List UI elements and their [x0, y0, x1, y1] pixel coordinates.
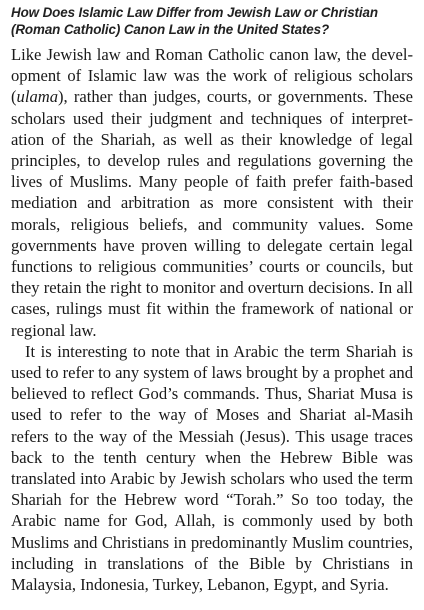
paragraph-1 [11, 44, 413, 341]
ulama-term: ulama [16, 87, 59, 107]
paragraph-1-text-a: Like Jewish law and Roman Catholic canon law, the development of Islamic law was the work of religious scholars ( [11, 45, 413, 107]
paragraph-2: It is interesting to note that in Arabic the term Shariah is used to refer to any system of laws brought by a prophet and believed to reflect God’s commands. Thus, Shariat Musa is used to refer to the way of Moses and Shariat al-Masih refers to the way of the Messiah (Jesus). This usage traces back to the tenth century when the Hebrew Bible was translated into Arabic by Jewish scholars who used the term Shariah for the Hebrew word “Torah.” So too today, the Arabic name for God, Allah, is commonly used by both Muslims and Christians in predominantly Muslim countries, including in translations of the Bible by Christians in Malaysia, Indonesia, Turkey, Lebanon, Egypt, and Syria. [11, 341, 413, 595]
section-heading-line-2: (Roman Catholic) Canon Law in the United States? [11, 22, 330, 37]
section-heading-line-1: How Does Islamic Law Differ from Jewish Law or Christian [11, 5, 378, 20]
paragraph-1-text-b: ), rather than judges, courts, or governments. These scholars used their judgment and techniques of interpretation of the Shariah, as well as their knowledge of legal principles, to develop rules and regulations governing the lives of Muslims. Many people of faith prefer faith-based mediation and arbitration as more consistent with their morals, religious beliefs, and community values. Some governments have proven willing to delegate certain legal functions to religious communities’ courts or councils, but they retain the right to monitor and overturn decisions. In all cases, rulings must fit within the framework of national or regional law. [11, 87, 413, 340]
section-heading [11, 4, 413, 38]
document-page [11, 4, 413, 595]
